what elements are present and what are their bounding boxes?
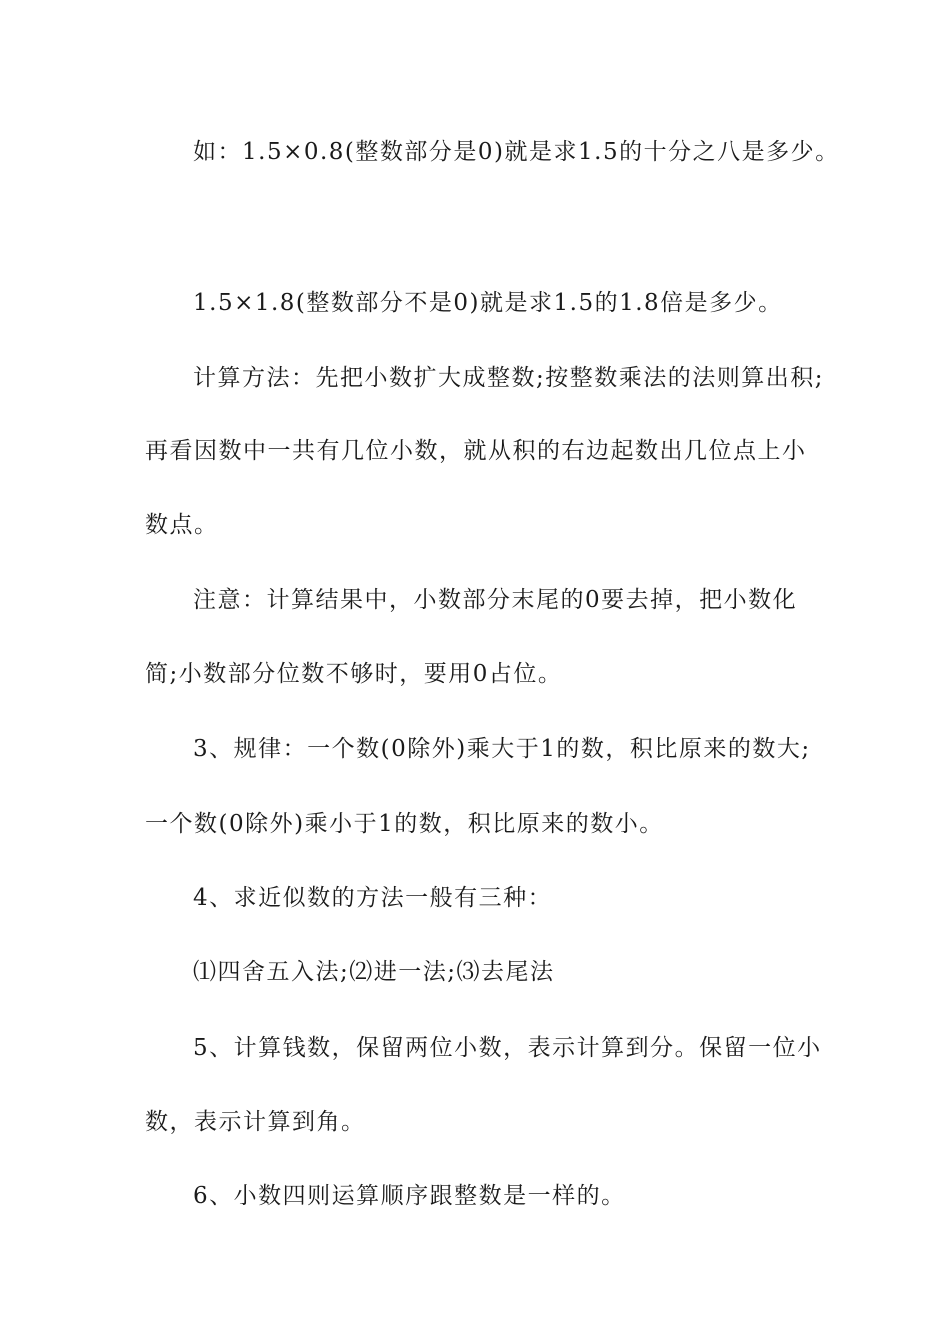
paragraph-money-line-1: 5、计算钱数，保留两位小数，表示计算到分。保留一位小 [193, 1035, 822, 1061]
paragraph-note-line-2: 简;小数部分位数不够时，要用0占位。 [145, 661, 563, 687]
paragraph-approx-heading: 4、求近似数的方法一般有三种： [193, 885, 553, 911]
paragraph-example-1: 如：1.5×0.8(整数部分是0)就是求1.5的十分之八是多少。 [193, 139, 840, 165]
paragraph-example-2: 1.5×1.8(整数部分不是0)就是求1.5的1.8倍是多少。 [193, 290, 783, 316]
paragraph-rule-line-2: 一个数(0除外)乘小于1的数，积比原来的数小。 [145, 811, 664, 837]
paragraph-approx-methods: ⑴四舍五入法;⑵进一法;⑶去尾法 [193, 959, 555, 985]
paragraph-rule-line-1: 3、规律：一个数(0除外)乘大于1的数，积比原来的数大; [193, 736, 811, 762]
paragraph-method-line-2: 再看因数中一共有几位小数，就从积的右边起数出几位点上小 [145, 438, 807, 464]
paragraph-order: 6、小数四则运算顺序跟整数是一样的。 [193, 1183, 626, 1209]
paragraph-method-line-3: 数点。 [145, 512, 219, 538]
paragraph-note-line-1: 注意：计算结果中，小数部分末尾的0要去掉，把小数化 [193, 587, 798, 613]
paragraph-money-line-2: 数，表示计算到角。 [145, 1109, 366, 1135]
paragraph-method-line-1: 计算方法：先把小数扩大成整数;按整数乘法的法则算出积; [193, 365, 824, 391]
